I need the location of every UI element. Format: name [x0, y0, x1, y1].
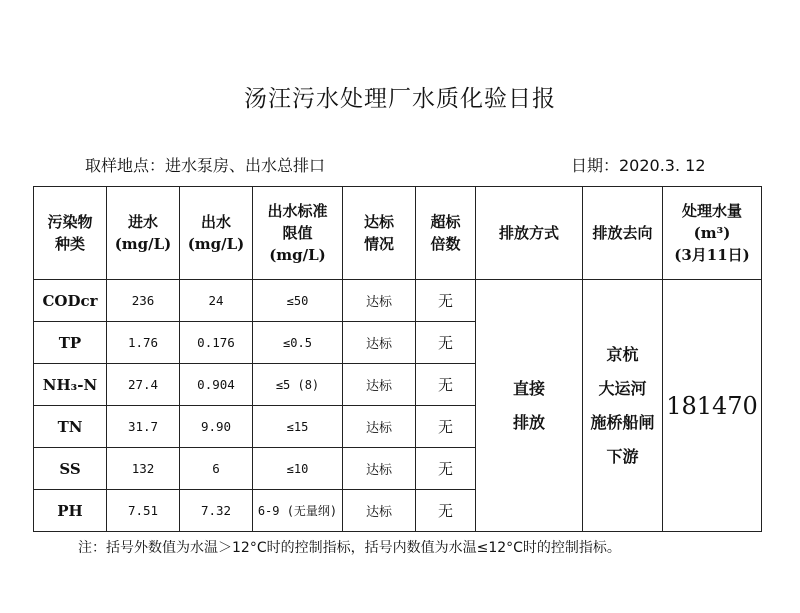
compliance-status: 达标	[343, 322, 416, 364]
header-limit: 出水标准 限值 (mg/L)	[253, 187, 343, 280]
compliance-status: 达标	[343, 364, 416, 406]
discharge-destination-cell: 京杭 大运河 施桥船闸 下游	[583, 280, 663, 532]
pollutant-name: TP	[34, 322, 107, 364]
compliance-status: 达标	[343, 406, 416, 448]
table-row	[34, 280, 762, 322]
discharge-method-cell: 直接 排放	[476, 280, 583, 532]
effluent-value: 9.90	[180, 406, 253, 448]
exceed-ratio: 无	[416, 490, 476, 532]
effluent-value: 0.904	[180, 364, 253, 406]
limit-value: 6-9 (无量纲)	[253, 490, 343, 532]
header-volume: 处理水量 (m³) (3月11日)	[663, 187, 762, 280]
exceed-ratio: 无	[416, 364, 476, 406]
influent-value: 236	[107, 280, 180, 322]
pollutant-name: SS	[34, 448, 107, 490]
influent-value: 27.4	[107, 364, 180, 406]
effluent-value: 24	[180, 280, 253, 322]
limit-value: ≤10	[253, 448, 343, 490]
header-effluent: 出水 (mg/L)	[180, 187, 253, 280]
report-date: 日期：2020.3. 12	[571, 156, 706, 175]
header-pollutant: 污染物 种类	[34, 187, 107, 280]
pollutant-name: TN	[34, 406, 107, 448]
effluent-value: 6	[180, 448, 253, 490]
exceed-ratio: 无	[416, 406, 476, 448]
header-compliance: 达标 情况	[343, 187, 416, 280]
limit-value: ≤50	[253, 280, 343, 322]
header-influent: 进水 (mg/L)	[107, 187, 180, 280]
exceed-ratio: 无	[416, 280, 476, 322]
limit-value: ≤5 (8)	[253, 364, 343, 406]
header-discharge-method: 排放方式	[476, 187, 583, 280]
influent-value: 1.76	[107, 322, 180, 364]
exceed-ratio: 无	[416, 322, 476, 364]
influent-value: 7.51	[107, 490, 180, 532]
limit-value: ≤0.5	[253, 322, 343, 364]
header-exceed: 超标 倍数	[416, 187, 476, 280]
header-row	[34, 187, 762, 280]
effluent-value: 7.32	[180, 490, 253, 532]
water-quality-table	[33, 186, 762, 532]
sampling-location: 取样地点：进水泵房、出水总排口	[85, 156, 326, 175]
footnote: 注：括号外数值为水温＞12°C时的控制指标，括号内数值为水温≤12°C时的控制指标。	[78, 540, 621, 556]
influent-value: 132	[107, 448, 180, 490]
pollutant-name: NH₃-N	[34, 364, 107, 406]
page-title: 汤汪污水处理厂水质化验日报	[244, 86, 556, 112]
pollutant-name: CODcr	[34, 280, 107, 322]
effluent-value: 0.176	[180, 322, 253, 364]
influent-value: 31.7	[107, 406, 180, 448]
limit-value: ≤15	[253, 406, 343, 448]
compliance-status: 达标	[343, 448, 416, 490]
pollutant-name: PH	[34, 490, 107, 532]
treated-volume-value: 181470	[663, 280, 762, 532]
compliance-status: 达标	[343, 280, 416, 322]
compliance-status: 达标	[343, 490, 416, 532]
header-discharge-dest: 排放去向	[583, 187, 663, 280]
exceed-ratio: 无	[416, 448, 476, 490]
